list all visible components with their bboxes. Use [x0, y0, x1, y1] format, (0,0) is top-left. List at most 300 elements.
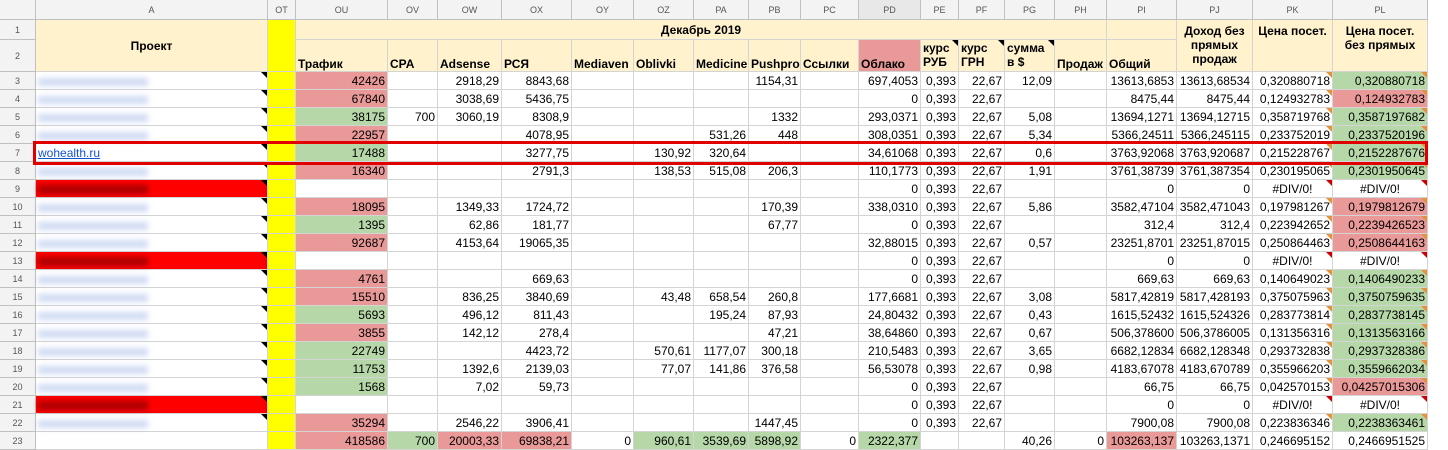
data-cell-pc[interactable]	[801, 378, 859, 396]
data-cell-oy[interactable]	[572, 144, 634, 162]
column-header-pg[interactable]: PG	[1005, 0, 1055, 20]
data-cell-pl[interactable]: 0,2337520196	[1333, 126, 1428, 144]
data-cell-pa[interactable]: 320,64	[694, 144, 749, 162]
data-cell-pf[interactable]: 22,67	[959, 72, 1005, 90]
data-cell-pd[interactable]: 0	[859, 378, 921, 396]
data-cell-pf[interactable]: 22,67	[959, 126, 1005, 144]
data-cell-pk[interactable]: 0,320880718	[1253, 72, 1333, 90]
header-label-pl[interactable]: Цена посет. без прямых	[1333, 20, 1428, 72]
data-cell-oy[interactable]	[572, 126, 634, 144]
column-header-ox[interactable]: OX	[502, 0, 572, 20]
data-cell-oz[interactable]: 43,48	[634, 288, 694, 306]
data-cell-ox[interactable]: 19065,35	[502, 234, 572, 252]
data-cell-pc[interactable]	[801, 90, 859, 108]
data-cell-pg[interactable]	[1005, 180, 1055, 198]
data-cell-pi[interactable]: 103263,137	[1107, 432, 1177, 450]
data-cell-pl[interactable]: 0,3587197682	[1333, 108, 1428, 126]
data-cell-pg[interactable]	[1005, 252, 1055, 270]
data-cell-pj[interactable]: 6682,128348	[1177, 342, 1253, 360]
data-cell-pi[interactable]: 13613,6853	[1107, 72, 1177, 90]
data-cell-pd[interactable]: 177,6681	[859, 288, 921, 306]
row-header[interactable]: 11	[0, 216, 36, 234]
data-cell-pl[interactable]: #DIV/0!	[1333, 180, 1428, 198]
data-cell-oz[interactable]: 960,61	[634, 432, 694, 450]
row-header[interactable]: 22	[0, 414, 36, 432]
data-cell-pa[interactable]: 3539,69	[694, 432, 749, 450]
data-cell-pf[interactable]: 22,67	[959, 360, 1005, 378]
data-cell-ph[interactable]	[1055, 378, 1107, 396]
project-cell[interactable]	[36, 72, 268, 90]
data-cell-pb[interactable]: 376,58	[749, 360, 801, 378]
data-cell-ov[interactable]	[388, 342, 438, 360]
data-cell-pf[interactable]: 22,67	[959, 396, 1005, 414]
column-header-oy[interactable]: OY	[572, 0, 634, 20]
data-cell-oy[interactable]: 0	[572, 432, 634, 450]
data-cell-ox[interactable]: 69838,21	[502, 432, 572, 450]
header-label-pc[interactable]: Ссылки	[801, 40, 859, 72]
data-cell-oz[interactable]	[634, 414, 694, 432]
row-header[interactable]: 20	[0, 378, 36, 396]
data-cell-pj[interactable]: 669,63	[1177, 270, 1253, 288]
data-cell-oy[interactable]	[572, 234, 634, 252]
data-cell-ox[interactable]: 2139,03	[502, 360, 572, 378]
data-cell-pj[interactable]: 66,75	[1177, 378, 1253, 396]
project-cell[interactable]	[36, 378, 268, 396]
data-cell-ph[interactable]	[1055, 234, 1107, 252]
data-cell-oy[interactable]	[572, 90, 634, 108]
data-cell-ou[interactable]: 38175	[296, 108, 388, 126]
data-cell-pl[interactable]: 0,1979812679	[1333, 198, 1428, 216]
ot-cell[interactable]	[268, 162, 296, 180]
data-cell-pj[interactable]: 4183,670789	[1177, 360, 1253, 378]
header-label-pf[interactable]: курс ГРН	[959, 40, 1005, 72]
data-cell-pa[interactable]: 658,54	[694, 288, 749, 306]
data-cell-pb[interactable]: 260,8	[749, 288, 801, 306]
data-cell-ou[interactable]: 15510	[296, 288, 388, 306]
data-cell-pi[interactable]: 4183,67078	[1107, 360, 1177, 378]
data-cell-pj[interactable]: 23251,87015	[1177, 234, 1253, 252]
data-cell-pd[interactable]: 2322,377	[859, 432, 921, 450]
data-cell-ou[interactable]: 22957	[296, 126, 388, 144]
data-cell-oz[interactable]	[634, 90, 694, 108]
month-header[interactable]: Декабрь 2019	[296, 20, 1107, 40]
data-cell-oz[interactable]	[634, 198, 694, 216]
data-cell-oz[interactable]	[634, 72, 694, 90]
project-cell[interactable]	[36, 270, 268, 288]
data-cell-pd[interactable]: 0	[859, 396, 921, 414]
data-cell-pl[interactable]: 0,2239426523	[1333, 216, 1428, 234]
data-cell-pl[interactable]: #DIV/0!	[1333, 396, 1428, 414]
data-cell-pe[interactable]: 0,393	[921, 216, 959, 234]
row-header[interactable]: 16	[0, 306, 36, 324]
data-cell-pg[interactable]: 5,86	[1005, 198, 1055, 216]
data-cell-ov[interactable]	[388, 180, 438, 198]
column-header-ov[interactable]: OV	[388, 0, 438, 20]
data-cell-pf[interactable]: 22,67	[959, 90, 1005, 108]
data-cell-pk[interactable]: #DIV/0!	[1253, 396, 1333, 414]
data-cell-pk[interactable]: #DIV/0!	[1253, 180, 1333, 198]
data-cell-pj[interactable]: 1615,524326	[1177, 306, 1253, 324]
header-label-ow[interactable]: Adsense	[438, 40, 502, 72]
data-cell-pa[interactable]: 515,08	[694, 162, 749, 180]
header-label-pj[interactable]: Доход без прямых продаж	[1177, 20, 1253, 72]
data-cell-pl[interactable]: 0,04257015306	[1333, 378, 1428, 396]
row-header[interactable]: 5	[0, 108, 36, 126]
data-cell-oz[interactable]	[634, 378, 694, 396]
ot-cell[interactable]	[268, 270, 296, 288]
data-cell-oy[interactable]	[572, 360, 634, 378]
data-cell-pc[interactable]	[801, 396, 859, 414]
row-header[interactable]: 6	[0, 126, 36, 144]
data-cell-pa[interactable]: 1177,07	[694, 342, 749, 360]
project-cell[interactable]	[36, 288, 268, 306]
data-cell-oy[interactable]	[572, 414, 634, 432]
row-header[interactable]: 2	[0, 40, 36, 72]
data-cell-pa[interactable]	[694, 198, 749, 216]
data-cell-oz[interactable]	[634, 324, 694, 342]
row-header[interactable]: 18	[0, 342, 36, 360]
data-cell-pe[interactable]: 0,393	[921, 180, 959, 198]
data-cell-pd[interactable]: 32,88015	[859, 234, 921, 252]
header-label-oy[interactable]: Mediaven	[572, 40, 634, 72]
data-cell-pl[interactable]: 0,2466951525	[1333, 432, 1428, 450]
data-cell-pj[interactable]: 5817,428193	[1177, 288, 1253, 306]
column-header-pa[interactable]: PA	[694, 0, 749, 20]
project-cell[interactable]	[36, 198, 268, 216]
data-cell-oy[interactable]	[572, 342, 634, 360]
data-cell-oy[interactable]	[572, 306, 634, 324]
data-cell-pb[interactable]: 170,39	[749, 198, 801, 216]
data-cell-ow[interactable]: 3038,69	[438, 90, 502, 108]
ot-cell[interactable]	[268, 252, 296, 270]
data-cell-ou[interactable]: 418586	[296, 432, 388, 450]
data-cell-pe[interactable]: 0,393	[921, 360, 959, 378]
data-cell-ow[interactable]	[438, 162, 502, 180]
data-cell-pa[interactable]	[694, 234, 749, 252]
data-cell-pd[interactable]: 338,0310	[859, 198, 921, 216]
row-header[interactable]: 7	[0, 144, 36, 162]
data-cell-pd[interactable]: 210,5483	[859, 342, 921, 360]
data-cell-pb[interactable]: 448	[749, 126, 801, 144]
data-cell-oy[interactable]	[572, 270, 634, 288]
data-cell-pj[interactable]: 8475,44	[1177, 90, 1253, 108]
data-cell-ou[interactable]: 18095	[296, 198, 388, 216]
data-cell-oz[interactable]	[634, 234, 694, 252]
row-header[interactable]: 8	[0, 162, 36, 180]
data-cell-ph[interactable]	[1055, 162, 1107, 180]
project-cell[interactable]	[36, 324, 268, 342]
data-cell-pf[interactable]: 22,67	[959, 180, 1005, 198]
row-header[interactable]: 12	[0, 234, 36, 252]
data-cell-pf[interactable]: 22,67	[959, 378, 1005, 396]
data-cell-ow[interactable]	[438, 270, 502, 288]
header-label-oz[interactable]: Oblivki	[634, 40, 694, 72]
data-cell-oz[interactable]: 138,53	[634, 162, 694, 180]
data-cell-pi[interactable]: 23251,8701	[1107, 234, 1177, 252]
data-cell-ph[interactable]	[1055, 306, 1107, 324]
column-header-pd[interactable]: PD	[859, 0, 921, 20]
project-cell[interactable]	[36, 108, 268, 126]
header-label-pe[interactable]: курс РУБ	[921, 40, 959, 72]
data-cell-pf[interactable]: 22,67	[959, 216, 1005, 234]
data-cell-ox[interactable]: 4078,95	[502, 126, 572, 144]
data-cell-pl[interactable]: 0,2301950645	[1333, 162, 1428, 180]
data-cell-pd[interactable]: 0	[859, 90, 921, 108]
data-cell-ov[interactable]	[388, 306, 438, 324]
data-cell-ow[interactable]: 1392,6	[438, 360, 502, 378]
data-cell-pd[interactable]: 38,64860	[859, 324, 921, 342]
column-header-pb[interactable]: PB	[749, 0, 801, 20]
ot-cell[interactable]	[268, 144, 296, 162]
ot-column-header[interactable]	[268, 20, 296, 72]
data-cell-pa[interactable]	[694, 414, 749, 432]
data-cell-pl[interactable]: 0,3559662034	[1333, 360, 1428, 378]
data-cell-ow[interactable]: 2546,22	[438, 414, 502, 432]
data-cell-pk[interactable]: 0,131356316	[1253, 324, 1333, 342]
data-cell-ov[interactable]	[388, 324, 438, 342]
data-cell-ow[interactable]	[438, 144, 502, 162]
project-cell[interactable]	[36, 414, 268, 432]
data-cell-pj[interactable]: 3582,471043	[1177, 198, 1253, 216]
data-cell-pi[interactable]: 669,63	[1107, 270, 1177, 288]
data-cell-oy[interactable]	[572, 324, 634, 342]
data-cell-pe[interactable]: 0,393	[921, 144, 959, 162]
project-cell[interactable]	[36, 342, 268, 360]
data-cell-ph[interactable]	[1055, 126, 1107, 144]
data-cell-ov[interactable]	[388, 234, 438, 252]
data-cell-pg[interactable]: 40,26	[1005, 432, 1055, 450]
data-cell-pb[interactable]: 87,93	[749, 306, 801, 324]
data-cell-pc[interactable]: 0	[801, 432, 859, 450]
row-header[interactable]: 19	[0, 360, 36, 378]
data-cell-pf[interactable]: 22,67	[959, 342, 1005, 360]
data-cell-pc[interactable]	[801, 360, 859, 378]
data-cell-ow[interactable]: 4153,64	[438, 234, 502, 252]
data-cell-pb[interactable]	[749, 180, 801, 198]
data-cell-pd[interactable]: 0	[859, 252, 921, 270]
data-cell-pd[interactable]: 0	[859, 216, 921, 234]
data-cell-pi[interactable]: 312,4	[1107, 216, 1177, 234]
project-cell[interactable]	[36, 360, 268, 378]
data-cell-pd[interactable]: 308,0351	[859, 126, 921, 144]
data-cell-pb[interactable]: 1447,45	[749, 414, 801, 432]
data-cell-pb[interactable]: 206,3	[749, 162, 801, 180]
data-cell-oz[interactable]	[634, 126, 694, 144]
data-cell-pl[interactable]: 0,3750759635	[1333, 288, 1428, 306]
header-label-pk[interactable]: Цена посет.	[1253, 20, 1333, 72]
data-cell-pc[interactable]	[801, 198, 859, 216]
data-cell-ox[interactable]	[502, 180, 572, 198]
data-cell-pa[interactable]	[694, 90, 749, 108]
data-cell-pg[interactable]	[1005, 396, 1055, 414]
row-header[interactable]: 1	[0, 20, 36, 40]
column-header-a[interactable]: A	[36, 0, 268, 20]
data-cell-ow[interactable]: 3060,19	[438, 108, 502, 126]
data-cell-pk[interactable]: 0,223942652	[1253, 216, 1333, 234]
data-cell-pf[interactable]: 22,67	[959, 270, 1005, 288]
data-cell-pd[interactable]: 0	[859, 414, 921, 432]
data-cell-ph[interactable]	[1055, 72, 1107, 90]
column-header-pj[interactable]: PJ	[1177, 0, 1253, 20]
data-cell-pi[interactable]: 3582,47104	[1107, 198, 1177, 216]
data-cell-pa[interactable]	[694, 324, 749, 342]
data-cell-ox[interactable]: 4423,72	[502, 342, 572, 360]
data-cell-pb[interactable]	[749, 144, 801, 162]
data-cell-ou[interactable]: 1395	[296, 216, 388, 234]
data-cell-pa[interactable]	[694, 180, 749, 198]
data-cell-oz[interactable]: 130,92	[634, 144, 694, 162]
data-cell-ow[interactable]: 1349,33	[438, 198, 502, 216]
data-cell-pb[interactable]: 1332	[749, 108, 801, 126]
data-cell-ph[interactable]	[1055, 252, 1107, 270]
data-cell-pl[interactable]: 0,1406490233	[1333, 270, 1428, 288]
column-header-pc[interactable]: PC	[801, 0, 859, 20]
column-header-pk[interactable]: PK	[1253, 0, 1333, 20]
data-cell-pi[interactable]: 7900,08	[1107, 414, 1177, 432]
data-cell-pk[interactable]: #DIV/0!	[1253, 252, 1333, 270]
data-cell-ox[interactable]: 59,73	[502, 378, 572, 396]
data-cell-ph[interactable]	[1055, 396, 1107, 414]
row-header[interactable]: 13	[0, 252, 36, 270]
ot-cell[interactable]	[268, 378, 296, 396]
data-cell-pd[interactable]: 0	[859, 270, 921, 288]
data-cell-ov[interactable]: 700	[388, 108, 438, 126]
data-cell-ox[interactable]	[502, 396, 572, 414]
ot-cell[interactable]	[268, 432, 296, 450]
column-header-pf[interactable]: PF	[959, 0, 1005, 20]
data-cell-ou[interactable]: 11753	[296, 360, 388, 378]
row-header[interactable]: 9	[0, 180, 36, 198]
data-cell-pk[interactable]: 0,223836346	[1253, 414, 1333, 432]
data-cell-oy[interactable]	[572, 216, 634, 234]
data-cell-ou[interactable]	[296, 180, 388, 198]
data-cell-pf[interactable]: 22,67	[959, 198, 1005, 216]
data-cell-ow[interactable]: 20003,33	[438, 432, 502, 450]
data-cell-ou[interactable]: 3855	[296, 324, 388, 342]
header-label-ox[interactable]: РСЯ	[502, 40, 572, 72]
ot-cell[interactable]	[268, 396, 296, 414]
data-cell-pg[interactable]: 0,98	[1005, 360, 1055, 378]
data-cell-ph[interactable]	[1055, 324, 1107, 342]
data-cell-pd[interactable]: 56,53078	[859, 360, 921, 378]
data-cell-pe[interactable]: 0,393	[921, 198, 959, 216]
data-cell-ov[interactable]	[388, 378, 438, 396]
data-cell-pk[interactable]: 0,375075963	[1253, 288, 1333, 306]
data-cell-pk[interactable]: 0,246695152	[1253, 432, 1333, 450]
data-cell-pl[interactable]: 0,2937328386	[1333, 342, 1428, 360]
project-link[interactable]: wohealth.ru	[38, 146, 101, 160]
data-cell-ph[interactable]	[1055, 360, 1107, 378]
data-cell-pf[interactable]: 22,67	[959, 414, 1005, 432]
data-cell-pe[interactable]: 0,393	[921, 252, 959, 270]
column-header-pe[interactable]: PE	[921, 0, 959, 20]
row-header[interactable]: 10	[0, 198, 36, 216]
data-cell-ox[interactable]: 3840,69	[502, 288, 572, 306]
data-cell-oy[interactable]	[572, 378, 634, 396]
data-cell-pd[interactable]: 110,1773	[859, 162, 921, 180]
data-cell-pg[interactable]: 0,57	[1005, 234, 1055, 252]
data-cell-pe[interactable]: 0,393	[921, 306, 959, 324]
data-cell-pe[interactable]: 0,393	[921, 72, 959, 90]
data-cell-pe[interactable]: 0,393	[921, 342, 959, 360]
row-header[interactable]: 23	[0, 432, 36, 450]
header-label-pd[interactable]: Облако	[859, 40, 921, 72]
project-cell[interactable]	[36, 432, 268, 450]
data-cell-ou[interactable]: 1568	[296, 378, 388, 396]
project-cell[interactable]	[36, 180, 268, 198]
data-cell-pi[interactable]: 506,378600	[1107, 324, 1177, 342]
column-header-ow[interactable]: OW	[438, 0, 502, 20]
data-cell-pd[interactable]: 0	[859, 180, 921, 198]
data-cell-pc[interactable]	[801, 162, 859, 180]
data-cell-pg[interactable]: 5,34	[1005, 126, 1055, 144]
data-cell-pk[interactable]: 0,233752019	[1253, 126, 1333, 144]
data-cell-pd[interactable]: 697,4053	[859, 72, 921, 90]
data-cell-ox[interactable]: 811,43	[502, 306, 572, 324]
ot-cell[interactable]	[268, 234, 296, 252]
data-cell-pj[interactable]: 13613,68534	[1177, 72, 1253, 90]
data-cell-pi[interactable]: 6682,12834	[1107, 342, 1177, 360]
project-cell[interactable]	[36, 234, 268, 252]
data-cell-pj[interactable]: 3761,387354	[1177, 162, 1253, 180]
data-cell-pl[interactable]: 0,2508644163	[1333, 234, 1428, 252]
header-label-pi[interactable]: Общий	[1107, 40, 1177, 72]
data-cell-ov[interactable]	[388, 198, 438, 216]
data-cell-pg[interactable]	[1005, 270, 1055, 288]
data-cell-pi[interactable]: 1615,52432	[1107, 306, 1177, 324]
header-label-pb[interactable]: Pushpro	[749, 40, 801, 72]
data-cell-pi[interactable]: 0	[1107, 396, 1177, 414]
data-cell-pk[interactable]: 0,293732838	[1253, 342, 1333, 360]
data-cell-ph[interactable]	[1055, 90, 1107, 108]
data-cell-pb[interactable]: 300,18	[749, 342, 801, 360]
data-cell-ph[interactable]	[1055, 216, 1107, 234]
project-cell[interactable]	[36, 90, 268, 108]
data-cell-ow[interactable]	[438, 180, 502, 198]
data-cell-pl[interactable]: 0,1313563166	[1333, 324, 1428, 342]
data-cell-pf[interactable]: 22,67	[959, 252, 1005, 270]
ot-cell[interactable]	[268, 216, 296, 234]
ot-cell[interactable]	[268, 72, 296, 90]
data-cell-ow[interactable]: 836,25	[438, 288, 502, 306]
column-header-ot[interactable]: OT	[268, 0, 296, 20]
data-cell-pb[interactable]	[749, 234, 801, 252]
project-cell[interactable]	[36, 126, 268, 144]
header-label-pa[interactable]: Medicine	[694, 40, 749, 72]
data-cell-pe[interactable]: 0,393	[921, 396, 959, 414]
data-cell-pj[interactable]: 312,4	[1177, 216, 1253, 234]
data-cell-pe[interactable]: 0,393	[921, 414, 959, 432]
data-cell-oy[interactable]	[572, 396, 634, 414]
data-cell-ou[interactable]: 4761	[296, 270, 388, 288]
data-cell-oz[interactable]	[634, 396, 694, 414]
data-cell-ou[interactable]: 22749	[296, 342, 388, 360]
data-cell-ph[interactable]	[1055, 144, 1107, 162]
ot-cell[interactable]	[268, 360, 296, 378]
data-cell-ov[interactable]	[388, 162, 438, 180]
data-cell-pc[interactable]	[801, 288, 859, 306]
project-column-header[interactable]: Проект	[36, 20, 268, 72]
data-cell-pa[interactable]	[694, 252, 749, 270]
data-cell-pf[interactable]: 22,67	[959, 108, 1005, 126]
header-label-ph[interactable]: Продаж	[1055, 40, 1107, 72]
data-cell-pg[interactable]: 3,08	[1005, 288, 1055, 306]
ot-cell[interactable]	[268, 324, 296, 342]
data-cell-pb[interactable]	[749, 396, 801, 414]
project-cell[interactable]	[36, 306, 268, 324]
data-cell-pg[interactable]: 0,43	[1005, 306, 1055, 324]
row-header[interactable]: 3	[0, 72, 36, 90]
